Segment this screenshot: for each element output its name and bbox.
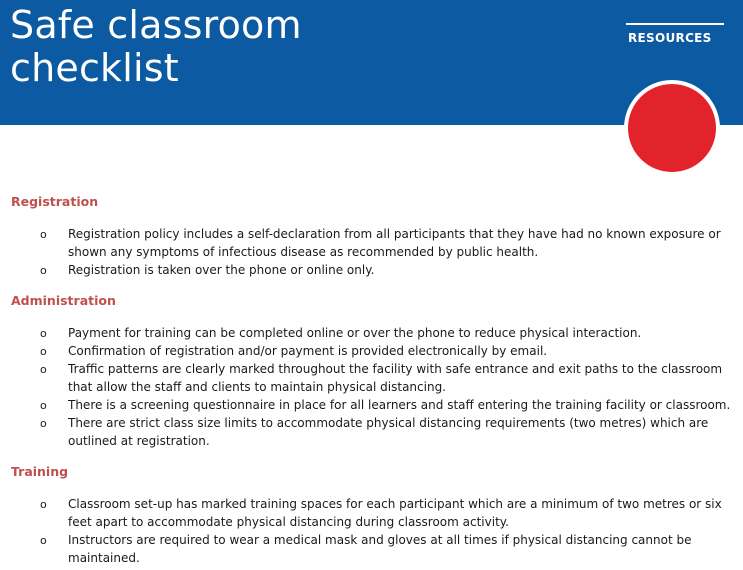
page-title	[10, 4, 302, 90]
section-heading-training: Training	[11, 464, 69, 479]
list-item-text: Instructors are required to wear a medical mask and gloves at all times if physical distancing cannot be maintained.	[68, 533, 692, 565]
list-item-text: Classroom set-up has marked training spaces for each participant which are a minimum of two metres or six feet apart to accommodate physical distancing during classroom activity.	[68, 497, 722, 529]
bullet-marker: o	[40, 264, 47, 277]
section-heading-registration: Registration	[11, 194, 99, 209]
list-item-text: Payment for training can be completed online or over the phone to reduce physical interaction.	[68, 326, 642, 340]
bullet-marker: o	[40, 498, 47, 511]
bullet-marker: o	[40, 399, 47, 412]
section-heading-administration: Administration	[11, 293, 116, 308]
bullet-marker: o	[40, 228, 47, 241]
title-line-1: Safe classroom	[10, 3, 302, 47]
list-item-text: Registration policy includes a self-declaration from all participants that they have had no known exposure or shown any symptoms of infectious disease as recommended by public health.	[68, 227, 721, 259]
bullet-marker: o	[40, 363, 47, 376]
resources-rule	[626, 23, 724, 25]
list-item-text: There is a screening questionnaire in place for all learners and staff entering the training facility or classroom.	[68, 398, 731, 412]
list-item-text: There are strict class size limits to accommodate physical distancing requirements (two metres) which are outlined at registration.	[68, 416, 709, 448]
resources-label: RESOURCES	[628, 31, 712, 45]
title-line-2: checklist	[10, 46, 179, 90]
bullet-marker: o	[40, 534, 47, 547]
bullet-marker: o	[40, 327, 47, 340]
bullet-marker: o	[40, 345, 47, 358]
list-item-text: Registration is taken over the phone or online only.	[68, 263, 375, 277]
badge-circle	[628, 84, 716, 172]
list-item-text: Confirmation of registration and/or payment is provided electronically by email.	[68, 344, 548, 358]
list-item-text: Traffic patterns are clearly marked throughout the facility with safe entrance and exit paths to the classroom that allow the staff and clients to maintain physical distancing.	[68, 362, 723, 394]
bullet-marker: o	[40, 417, 47, 430]
